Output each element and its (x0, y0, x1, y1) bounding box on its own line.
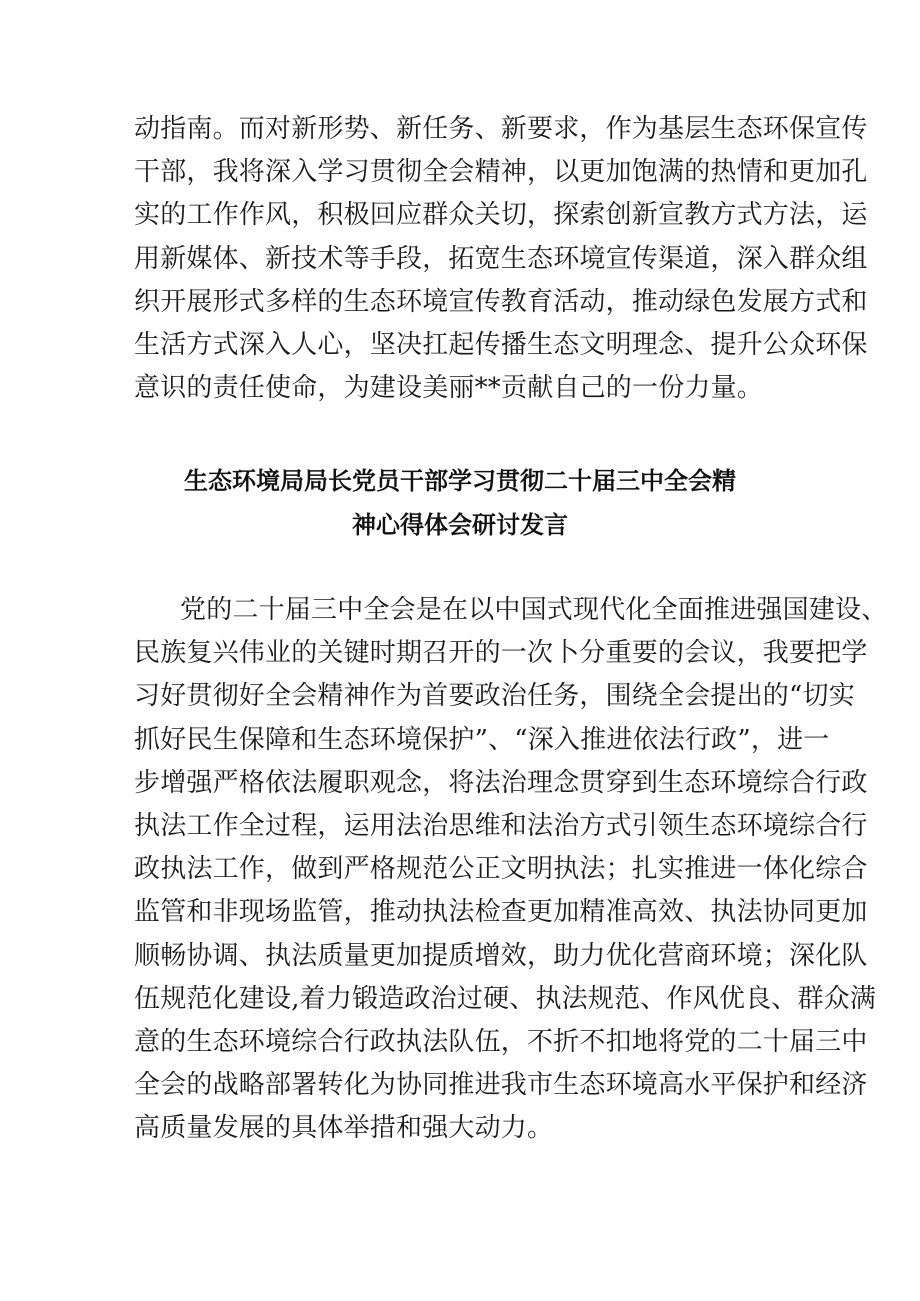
text-line: 实的工作作风，积极回应群众关切，探索创新宣教方式方法，运 (134, 200, 868, 231)
text-line: 执法工作全过程，运用法治思维和法治方式引领生态环境综合行 (134, 810, 868, 841)
text-line: 监管和非现场监管，推动执法检查更加精准高效、执法协同更加 (134, 897, 868, 928)
heading-line: 神心得体会研讨发言 (352, 511, 568, 539)
text-line: 全会的战略部署转化为协同推进我市生态环境高水平保护和经济 (134, 1070, 868, 1101)
text-line: 意识的责任使命，为建设美丽**贡献自己的一份力量。 (134, 373, 764, 404)
text-line: 顺畅协调、执法质量更加提质增效，助力优化营商环境；深化队 (134, 940, 868, 971)
text-line: 习好贯彻好全会精神作为首要政治任务，围绕全会提出的“切实 (134, 681, 855, 712)
document-heading (120, 459, 800, 547)
text-line: 政执法工作，做到严格规范公正文明执法；扎实推进一体化综合 (134, 854, 868, 885)
text-line: 党的二十届三中全会是在以中国式现代化全面推进强国建设、 (180, 595, 888, 625)
text-line: 高质量发展的具体举措和强大动力。 (134, 1113, 554, 1144)
text-line: 动指南。而对新形势、新任务、新要求，作为基层生态环保宣传 (134, 114, 868, 144)
heading-line: 生态环境局局长党员干部学习贯彻二十届三中全会精 (184, 467, 736, 495)
text-line: 生活方式深入人心，坚决扛起传播生态文明理念、提升公众环保 (134, 329, 868, 360)
text-line: 干部，我将深入学习贯彻全会精神，以更加饱满的热情和更加孔 (134, 157, 868, 188)
paragraph-body (134, 589, 888, 1150)
text-line: 伍规范化建设,着力锻造政治过硬、执法规范、作风优良、群众满 (134, 983, 877, 1014)
text-line: 织开展形式多样的生态环境宣传教育活动，推动绿色发展方式和 (134, 286, 868, 317)
text-line: 意的生态环境综合行政执法队伍，不折不扣地将党的二十届三中 (134, 1026, 868, 1057)
paragraph-continued (134, 108, 868, 410)
text-line: 用新媒体、新技术等手段，拓宽生态环境宣传渠道，深入群众组 (134, 243, 868, 274)
text-line: 抓好民生保障和生态环境保护”、“深入推进依法行政”，进一 (134, 724, 830, 755)
text-line: 民族复兴伟业的关键时期召开的一次卜分重要的会议，我要把学 (134, 638, 868, 669)
text-line: 步增强严格依法履职观念，将法治理念贯穿到生态环境综合行政 (134, 767, 868, 798)
